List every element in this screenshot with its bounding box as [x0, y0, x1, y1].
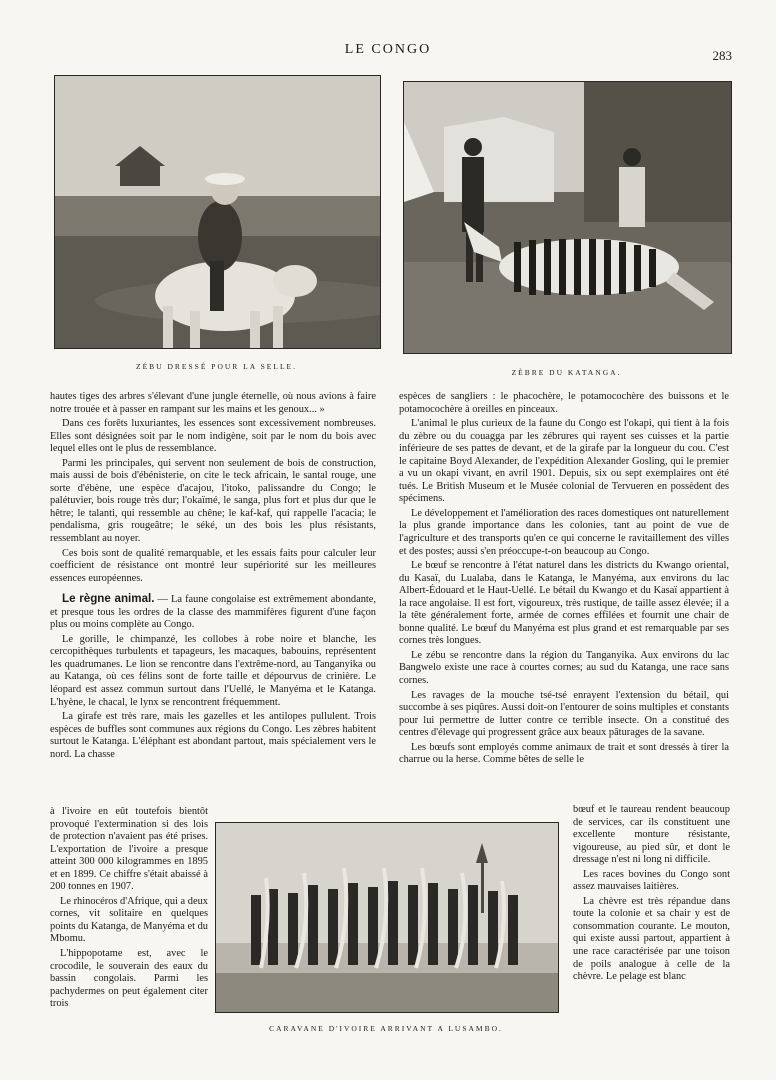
left-column	[50, 391, 376, 763]
photo-zebu	[54, 75, 381, 349]
paragraph: L'hippopotame est, avec le crocodile, le souverain des eaux du bassin congolais. Parmi les pachydermes on peut également citer trois	[50, 948, 208, 1010]
paragraph: L'animal le plus curieux de la faune du Congo est l'okapi, qui tient à la fois du zèbre ou du couagga par les zébrures qui rayent ses cuisses et la partie inférieure de ses pattes de devant, et de la girafe par la longueur du cou. C'est le capitaine Boyd Alexander, de l'expédition Alexander Gosling, qui le premier a vu un okapi vivant, en avril 1901. Depuis, six ou sept exemplaires ont été tués. Le British Museum et le Musée colonial de Tervueren en possèdent des spécimens.	[399, 418, 729, 505]
paragraph: Les races bovines du Congo sont assez mauvaises laitières.	[573, 868, 730, 893]
paragraph	[50, 593, 376, 632]
paragraph: La girafe est très rare, mais les gazelles et les antilopes pullulent. Trois espèces de buffles sont communes aux régions du Congo. Les zèbres habitent surtout le Katanga. L'éléphant est abondant partout, mais spécialement vers le nord. La chasse	[50, 711, 376, 760]
caption-zebu: ZÉBU DRESSÉ POUR LA SELLE.	[136, 362, 297, 371]
paragraph: Les bœufs sont employés comme animaux de trait et sont dressés à tirer la charrue ou la herse. Comme bêtes de selle le	[399, 741, 729, 766]
page-number: 283	[712, 48, 732, 63]
right-column	[399, 391, 729, 769]
paragraph: Le développement et l'amélioration des races domestiques ont naturellement la plus grande importance dans les colonies, tant au point de vue de l'agriculture et des transports qu'en ce qui concerne le ravitaillement des villes et des postes; aussi s'en préoccupe-t-on beaucoup au Congo.	[399, 507, 729, 557]
paragraph: Ces bois sont de qualité remarquable, et les essais faits pour calculer leur coefficient de résistance ont montré leur supériorité sur les meilleures essences européennes.	[50, 547, 376, 584]
paragraph: Le gorille, le chimpanzé, les collobes à robe noire et blanche, les cercopithèques turbulents et tapageurs, les macaques, babouins, représentent les quadrumanes. Le lion se rencontre dans l'extrême-nord, au Tanganyika ou au Katanga, où ces félins sont de forte taille et dépourvus de crinière. Le léopard est assez commun surtout dans l'Uellé, le Manyéma et le Katanga. L'hyène, le chacal, le lynx se rencontrent fréquemment.	[50, 633, 376, 708]
paragraph: Les ravages de la mouche tsé-tsé enrayent l'extension du bétail, qui succombe à ses piqûres. Aussi doit-on l'entourer de soins multiples et constants pour lui permettre de lutter contre ce terrible insecte. On a constitué des centres d'élevage qui progressent grâce aux beaux pâturages de la savane.	[399, 689, 729, 739]
paragraph: Le zébu se rencontre dans la région du Tanganyika. Aux environs du lac Bangwelo existe une race à courtes cornes; au sud du Katanga, une race sans cornes.	[399, 649, 729, 687]
paragraph-text: — La faune congolaise est extrêmement abondante, et presque tous les ordres de la classe des mammifères figurent d'une façon plus ou moins complète au Congo.	[50, 594, 376, 631]
paragraph: hautes tiges des arbres s'élevant d'une jungle éternelle, où nous avions à faire notre trouée et à passer en rampant sur les mains et les genoux... »	[50, 391, 376, 415]
paragraph: à l'ivoire en eût toutefois bientôt provoqué l'extermination si des lois de protection n'avaient pas été prises. L'exportation de l'ivoire a presque atteint 300 000 kilogrammes en 1895 et en 1899. Ce chiffre s'était abaissé à 200 tonnes en 1907.	[50, 806, 208, 893]
right-wrap-column	[573, 804, 730, 986]
paragraph: Le bœuf se rencontre à l'état naturel dans les districts du Kwango oriental, du Kasaï, du Lualaba, dans le Katanga, le Manyéma, aux environs du lac Albert-Édouard et le Haut-Uellé. Le bétail du Kwango et du Kasaï appartient à la race angolaise. Il est fort, vigoureux, très rustique, de taille assez élevée; il a la tête généralement forte, armée de cornes effilées et fournit une chair de bonne qualité. Le bœuf du Manyéma est plus grand et est remarquable par ses cornes très longues.	[399, 560, 729, 647]
paragraph: Dans ces forêts luxuriantes, les essences sont excessivement nombreuses. Elles sont désignées soit par le nom indigène, soit par le nom du bois avec lequel elles ont le plus de ressemblance.	[50, 418, 376, 455]
paragraph: Le rhinocéros d'Afrique, qui a deux cornes, vit solitaire en quelques points du Katanga, de Manyéma et du Mbomu.	[50, 895, 208, 945]
paragraph: La chèvre est très répandue dans toute la colonie et sa chair y est de consommation courante. Le mouton, qui existe aussi partout, appartient à une race caractérisée par une toison de poils analogue à celle de la chèvre. Le pelage est blanc	[573, 895, 730, 983]
running-header: LE CONGO	[344, 42, 432, 57]
paragraph: Parmi les principales, qui servent non seulement de bois de construction, mais aussi de bois d'ébénisterie, on cite le teck africain, le santal rouge, une sorte d'ébène, une espèce d'acajou, l'itoko, palissandre du Congo; le palétuvier, bois rouge très dur; l'okaïmé, le sanga, plus fort et plus dur que le hêtre; le talanti, qui ressemble au chêne; le kaf-kaf, qui rappelle l'acacia; le pendalisma, gris rougeâtre; le séké, un des bois les plus résistants, ressemblant au noyer.	[50, 457, 376, 545]
left-wrap-column	[50, 806, 208, 1013]
photo-ivory-caravan	[215, 822, 559, 1013]
caption-zebra: ZÈBRE DU KATANGA.	[511, 368, 622, 377]
caption-ivory-caravan: CARAVANE D'IVOIRE ARRIVANT A LUSAMBO.	[269, 1024, 503, 1033]
section-heading: Le règne animal.	[62, 592, 155, 606]
photo-zebra	[403, 81, 732, 354]
paragraph: bœuf et le taureau rendent beaucoup de services, car ils constituent une excellente monture résistante, vigoureuse, au pied sûr, et dont le dressage n'est ni long ni difficile.	[573, 804, 730, 866]
paragraph: espèces de sangliers : le phacochère, le potamocochère des buissons et le potamocochère à oreilles en pinceaux.	[399, 391, 729, 415]
